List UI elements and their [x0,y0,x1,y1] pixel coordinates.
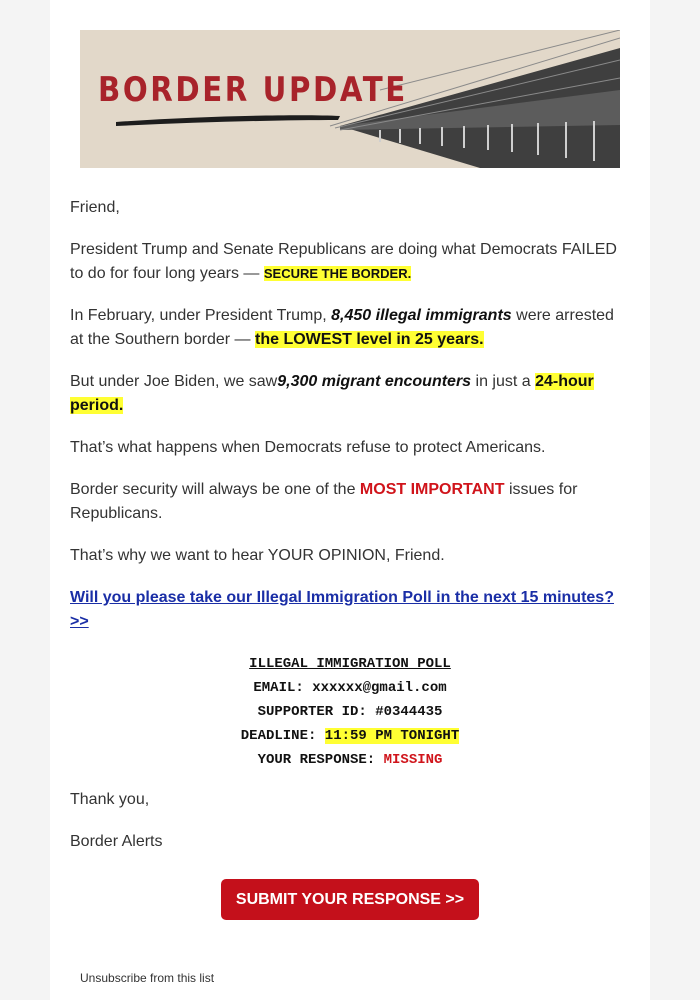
p1-highlight: SECURE THE BORDER. [263,266,412,281]
poll-link[interactable]: Will you please take our Illegal Immigration Poll in the next 15 minutes? >> [70,589,614,630]
poll-response-value: MISSING [383,752,443,768]
email-card [50,0,650,1000]
poll-details [70,652,630,772]
p2-emph: 8,450 illegal immigrants [331,307,512,324]
p2-highlight: the LOWEST level in 25 years. [255,331,484,348]
poll-email-row [70,676,630,700]
p5-pre: Border security will always be one of the [70,481,360,498]
p5-post: issues for Republicans. [70,481,578,522]
poll-link-paragraph [70,586,630,634]
greeting: Friend, [70,199,120,216]
banner-title: BORDER UPDATE [98,70,408,110]
submit-button-container [50,879,650,920]
submit-response-button[interactable]: SUBMIT YOUR RESPONSE >> [221,879,479,920]
p5-red: MOST IMPORTANT [359,481,505,498]
poll-email-value: xxxxxx@gmail.com [312,680,447,696]
paragraph-democrats: That’s what happens when Democrats refuse to protect Americans. [70,439,546,456]
p1-text: President Trump and Senate Republicans are doing what Democrats FAILED to do for four long years — [70,241,617,282]
email-body [70,196,630,872]
p2-pre: In February, under President Trump, [70,307,332,324]
poll-response-row [70,748,630,772]
paragraph-february-arrests [70,304,630,352]
poll-deadline-label: DEADLINE: [240,728,317,744]
poll-id-value: #0344435 [375,704,443,720]
paragraph-important [70,478,630,526]
paragraph-biden-encounters [70,370,630,418]
p3-highlight: 24-hour period. [70,373,594,414]
header-banner [80,30,620,168]
poll-title: ILLEGAL IMMIGRATION POLL [249,656,451,672]
paragraph-opinion: That’s why we want to hear YOUR OPINION, Friend. [70,547,445,564]
poll-id-label: SUPPORTER ID: [257,704,367,720]
closing: Thank you, [70,791,150,808]
p3-pre: But under Joe Biden, we saw [70,373,278,390]
unsubscribe-link[interactable]: Unsubscribe from this list [80,971,215,985]
signature: Border Alerts [70,833,163,850]
p3-mid: in just a [471,373,536,390]
poll-id-row [70,700,630,724]
poll-deadline-value: 11:59 PM TONIGHT [324,728,460,744]
poll-email-label: EMAIL: [253,680,304,696]
p3-emph: 9,300 migrant encounters [277,373,472,390]
paragraph-secure-border [70,238,630,286]
p2-mid: were arrested at the Southern border — [70,307,614,348]
poll-response-label: YOUR RESPONSE: [257,752,376,768]
poll-deadline-row [70,724,630,748]
